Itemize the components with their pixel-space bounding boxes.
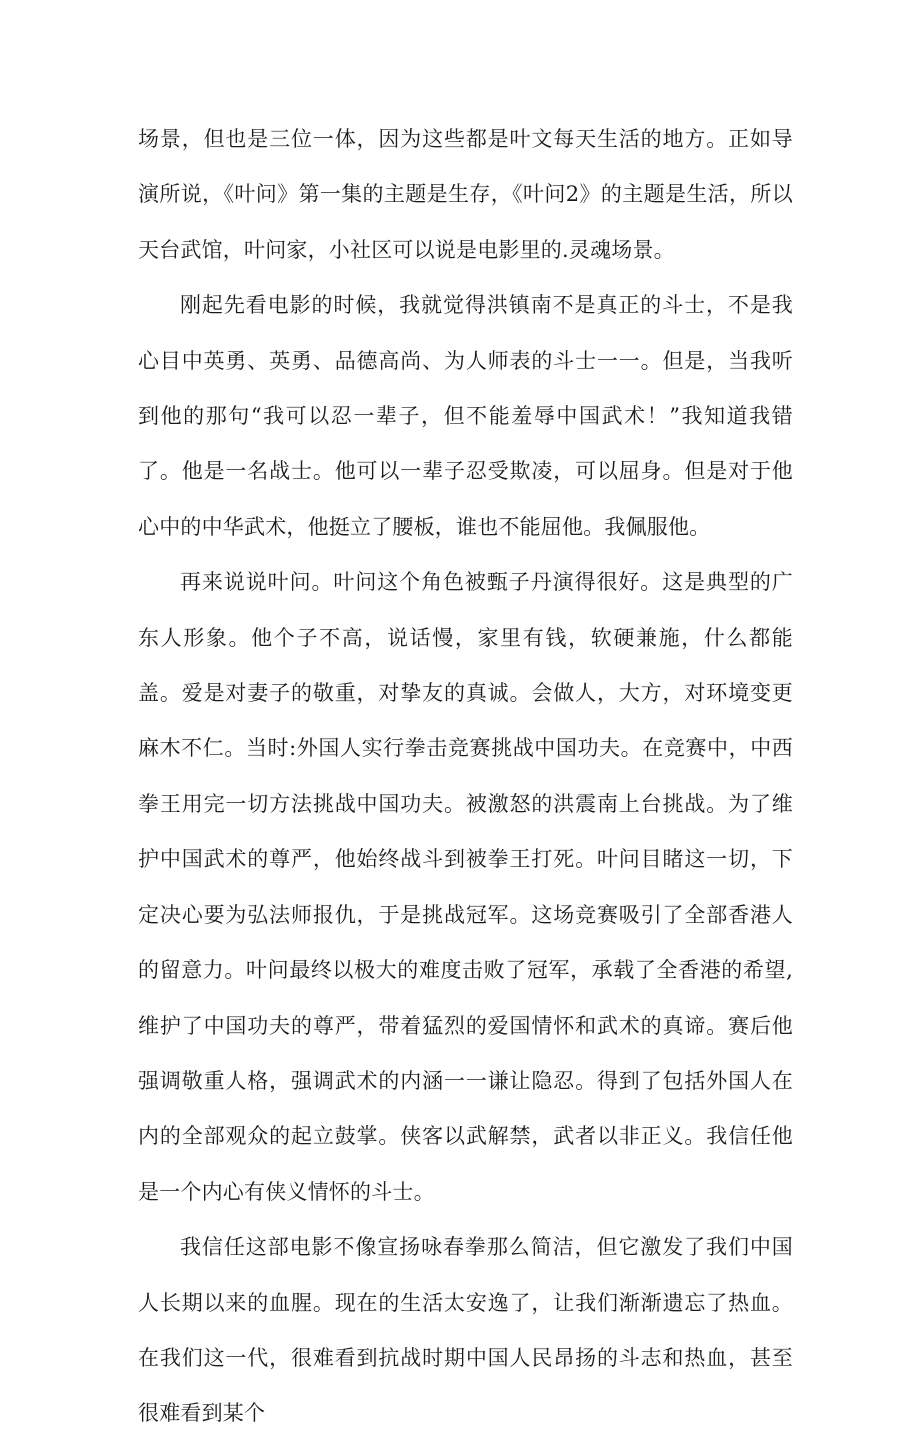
- paragraph-4: 我信任这部电影不像宣扬咏春拳那么简洁，但它激发了我们中国人长期以来的血腥。现在的生活太安逸了，让我们渐渐遗忘了热血。在我们这一代，很难看到抗战时期中国人民昂扬的斗志和热血，甚至很难看到某个: [138, 1235, 793, 1426]
- paragraph-2: 刚起先看电影的时候，我就觉得洪镇南不是真正的斗士，不是我心目中英勇、英勇、品德高尚、为人师表的斗士一一。但是，当我听到他的那句“我可以忍一辈子，但不能羞辱中国武术！”我知道我错了。他是一名战士。他可以一辈子忍受欺凌，可以屈身。但是对于他心中的中华武术，他挺立了腰板，谁也不能屈他。我佩服他。: [138, 293, 793, 539]
- document-body: [138, 112, 793, 1442]
- paragraph-1: 场景，但也是三位一体，因为这些都是叶文每天生活的地方。正如导演所说，《叶问》第一集的主题是生存，《叶问2》的主题是生活，所以天台武馆，叶问家，小社区可以说是电影里的.灵魂场景。: [138, 127, 793, 262]
- paragraph-3: 再来说说叶问。叶问这个角色被甄子丹演得很好。这是典型的广东人形象。他个子不高，说话慢，家里有钱，软硬兼施，什么都能盖。爱是对妻子的敬重，对挚友的真诚。会做人，大方，对环境变更麻木不仁。当时:外国人实行拳击竞赛挑战中国功夫。在竞赛中，中西拳王用完一切方法挑战中国功夫。被激怒的洪震南上台挑战。为了维护中国武术的尊严，他始终战斗到被拳王打死。叶问目睹这一切，下定决心要为弘法师报仇，于是挑战冠军。这场竞赛吸引了全部香港人的留意力。叶问最终以极大的难度击败了冠军，承载了全香港的希望,维护了中国功夫的尊严，带着猛烈的爱国情怀和武术的真谛。赛后他强调敬重人格，强调武术的内涵一一谦让隐忍。得到了包括外国人在内的全部观众的起立鼓掌。侠客以武解禁，武者以非正义。我信任他是一个内心有侠义情怀的斗士。: [138, 570, 793, 1204]
